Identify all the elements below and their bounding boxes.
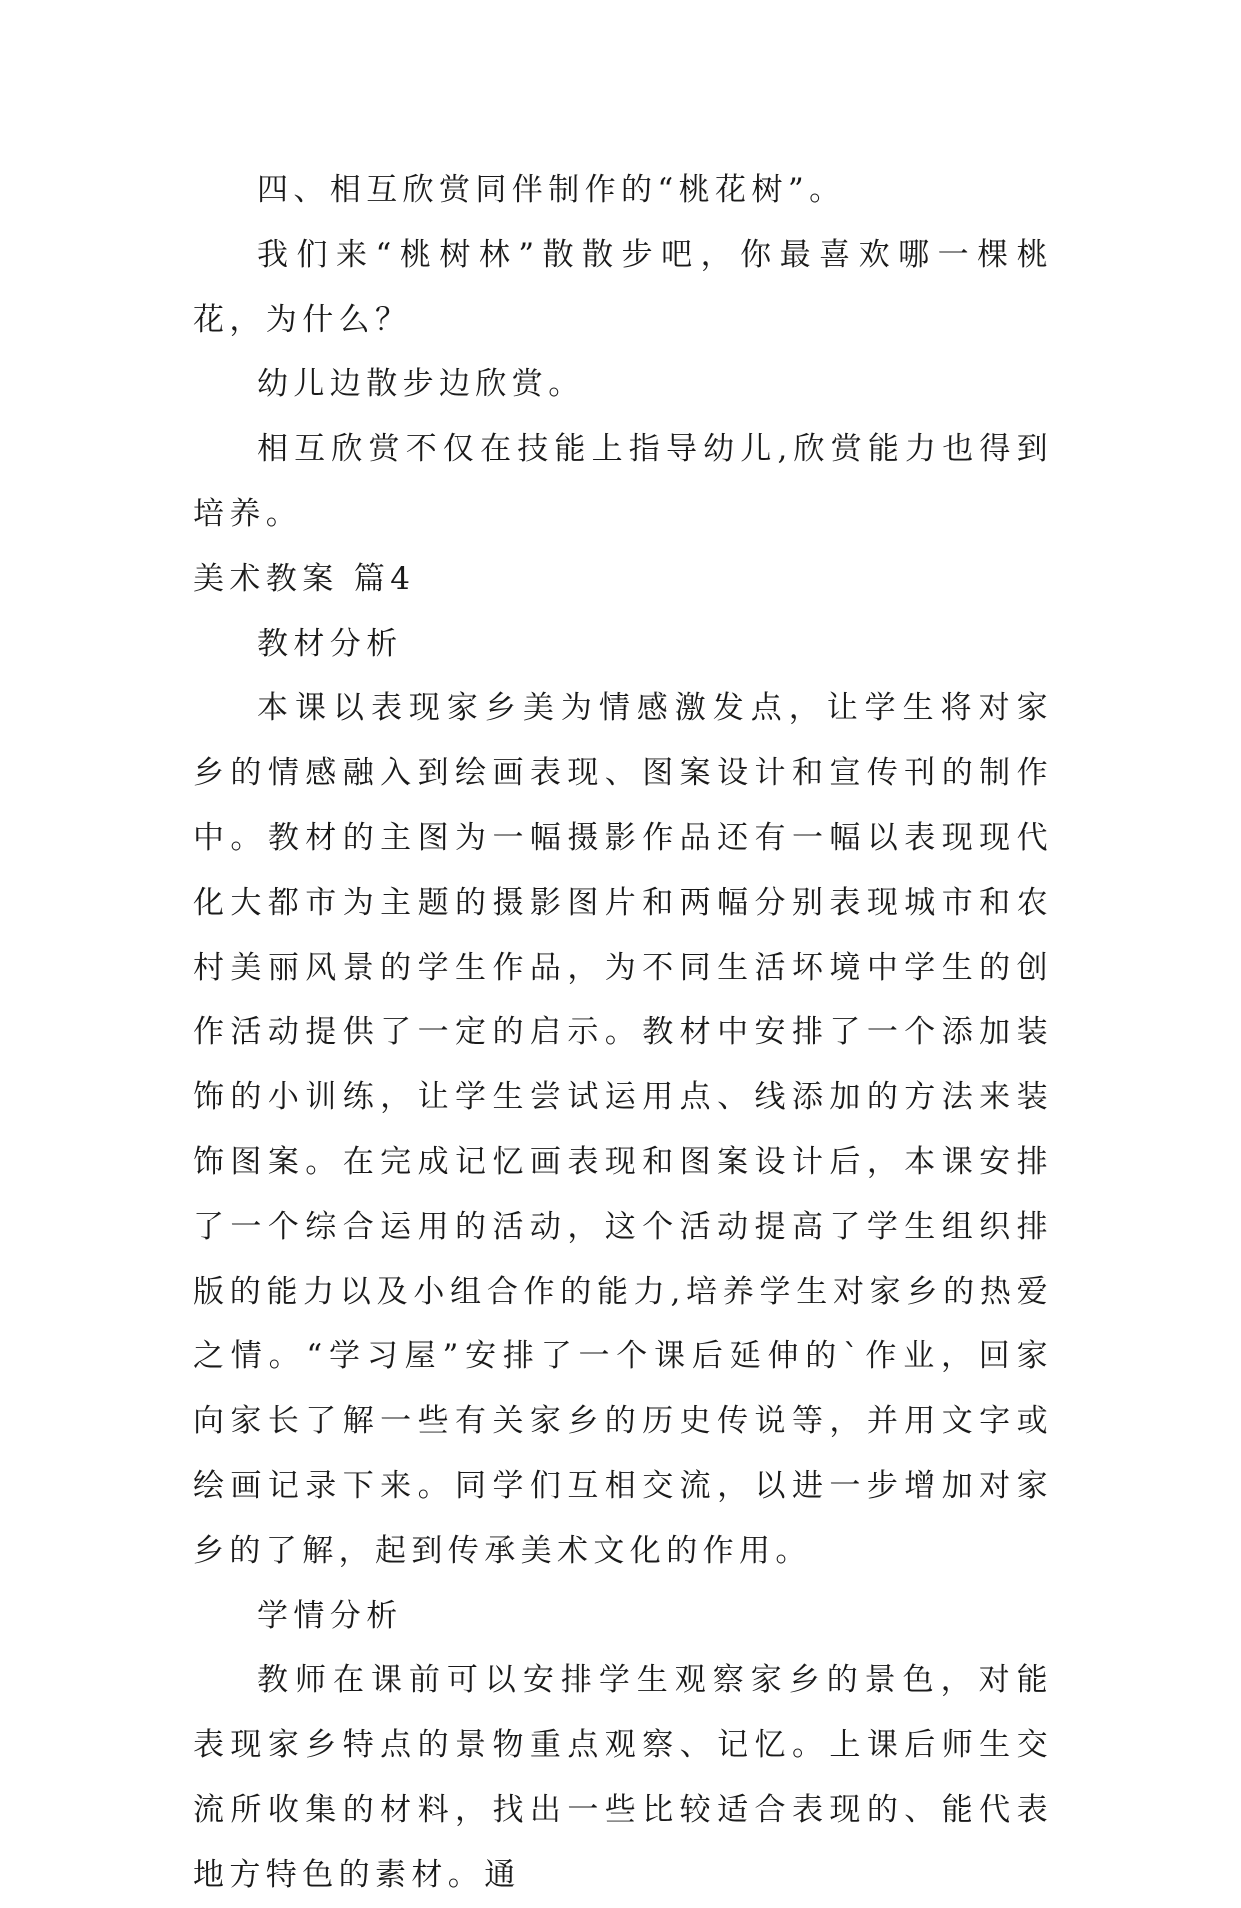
- paragraph-peach-forest-walk: 我们来“桃树林”散散步吧，你最喜欢哪一棵桃花，为什么？: [193, 236, 1053, 338]
- paragraph-children-appreciate: 幼儿边散步边欣赏。: [257, 366, 585, 403]
- paragraph-student-analysis: 教师在课前可以安排学生观察家乡的景色，对能表现家乡特点的景物重点观察、记忆。上课后师生交流所收集的材料，找出一些比较适合表现的、能代表地方特色的素材。通: [193, 1662, 1053, 1893]
- document-body: [193, 158, 1053, 1908]
- paragraph-mutual-appreciation: 相互欣赏不仅在技能上指导幼儿,欣赏能力也得到培养。: [193, 431, 1053, 532]
- paragraph-textbook-analysis: 本课以表现家乡美为情感激发点，让学生将对家乡的情感融入到绘画表现、图案设计和宣传刊的制作中。教材的主图为一幅摄影作品还有一幅以表现现代化大都市为主题的摄影图片和两幅分别表现城市和农村美丽风景的学生作品，为不同生活坏境中学生的创作活动提供了一定的启示。教材中安排了一个添加装饰的小训练，让学生尝试运用点、线添加的方法来装饰图案。在完成记忆画表现和图案设计后，本课安排了一个综合运用的活动，这个活动提高了学生组织排版的能力以及小组合作的能力,培养学生对家乡的热爱之情。“学习屋”安排了一个课后延伸的`作业，回家向家长了解一些有关家乡的历史传说等，并用文字或绘画记录下来。同学们互相交流，以进一步增加对家乡的了解，起到传承美术文化的作用。: [193, 690, 1053, 1569]
- subheading-student-analysis: 学情分析: [257, 1597, 403, 1634]
- paragraph-appreciate-peach-tree: 四、相互欣赏同伴制作的“桃花树”。: [257, 172, 846, 208]
- section-heading-art-lesson-4: 美术教案 篇4: [193, 560, 416, 597]
- subheading-textbook-analysis: 教材分析: [257, 625, 403, 662]
